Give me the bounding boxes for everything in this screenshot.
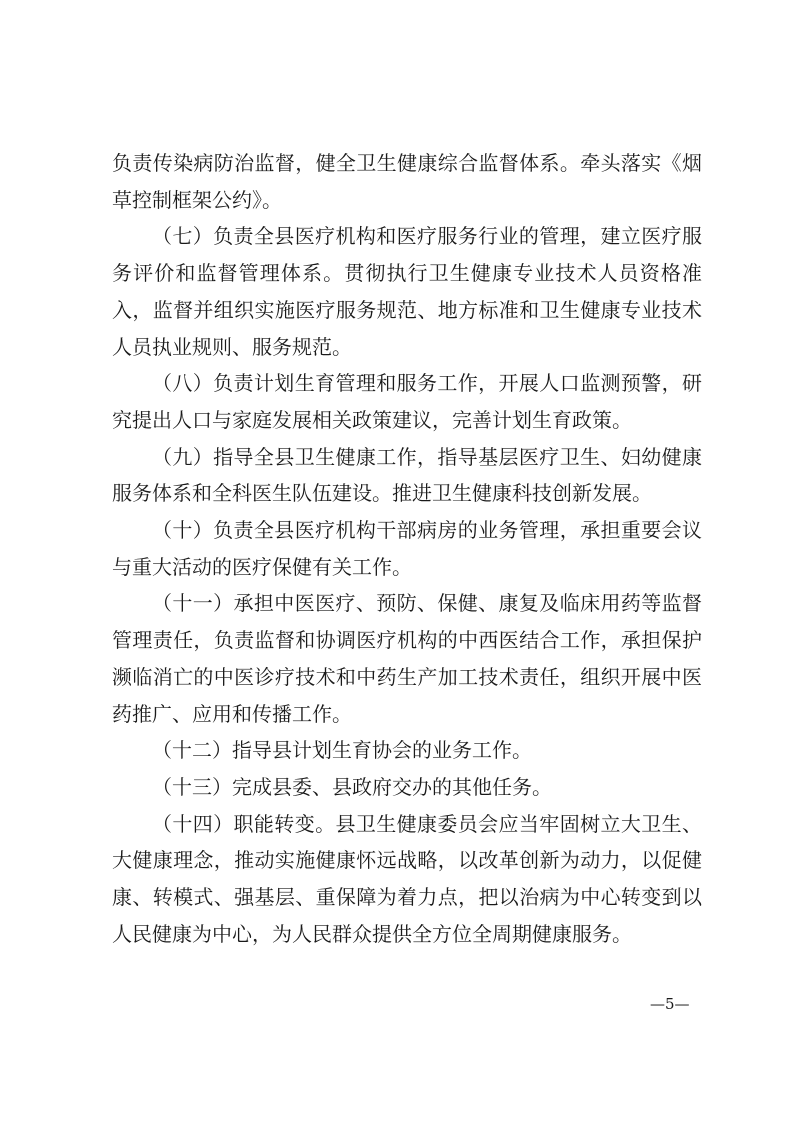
paragraph-item-7: （七）负责全县医疗机构和医疗服务行业的管理，建立医疗服务评价和监督管理体系。贯彻执行卫生健康专业技术人员资格准入，监督并组织实施医疗服务规范、地方标准和卫生健康专业技术人员执业规则、服务规范。 [112, 224, 702, 359]
paragraph-item-8: （八）负责计划生育管理和服务工作，开展人口监测预警，研究提出人口与家庭发展相关政策建议，完善计划生育政策。 [112, 371, 702, 432]
paragraph-item-13: （十三）完成县委、县政府交办的其他任务。 [152, 774, 552, 799]
paragraph-item-9: （九）指导全县卫生健康工作，指导基层医疗卫生、妇幼健康服务体系和全科医生队伍建设。推进卫生健康科技创新发展。 [112, 444, 702, 506]
paragraph-continuation: 负责传染病防治监督，健全卫生健康综合监督体系。牵头落实《烟草控制框架公约》。 [112, 151, 702, 212]
page-number: —5— [650, 995, 690, 1013]
paragraph-item-12: （十二）指导县计划生育协会的业务工作。 [152, 738, 532, 763]
paragraph-item-10: （十）负责全县医疗机构干部病房的业务管理，承担重要会议与重大活动的医疗保健有关工作。 [112, 518, 702, 579]
paragraph-item-14: （十四）职能转变。县卫生健康委员会应当牢固树立大卫生、大健康理念，推动实施健康怀远战略，以改革创新为动力，以促健康、转模式、强基层、重保障为着力点，把以治病为中心转变到以人民健康为中心，为人民群众提供全方位全周期健康服务。 [112, 811, 702, 946]
paragraph-item-11: （十一）承担中医医疗、预防、保健、康复及临床用药等监督管理责任，负责监督和协调医疗机构的中西医结合工作，承担保护濒临消亡的中医诊疗技术和中药生产加工技术责任，组织开展中医药推广、应用和传播工作。 [112, 591, 702, 726]
body-text [112, 145, 702, 952]
